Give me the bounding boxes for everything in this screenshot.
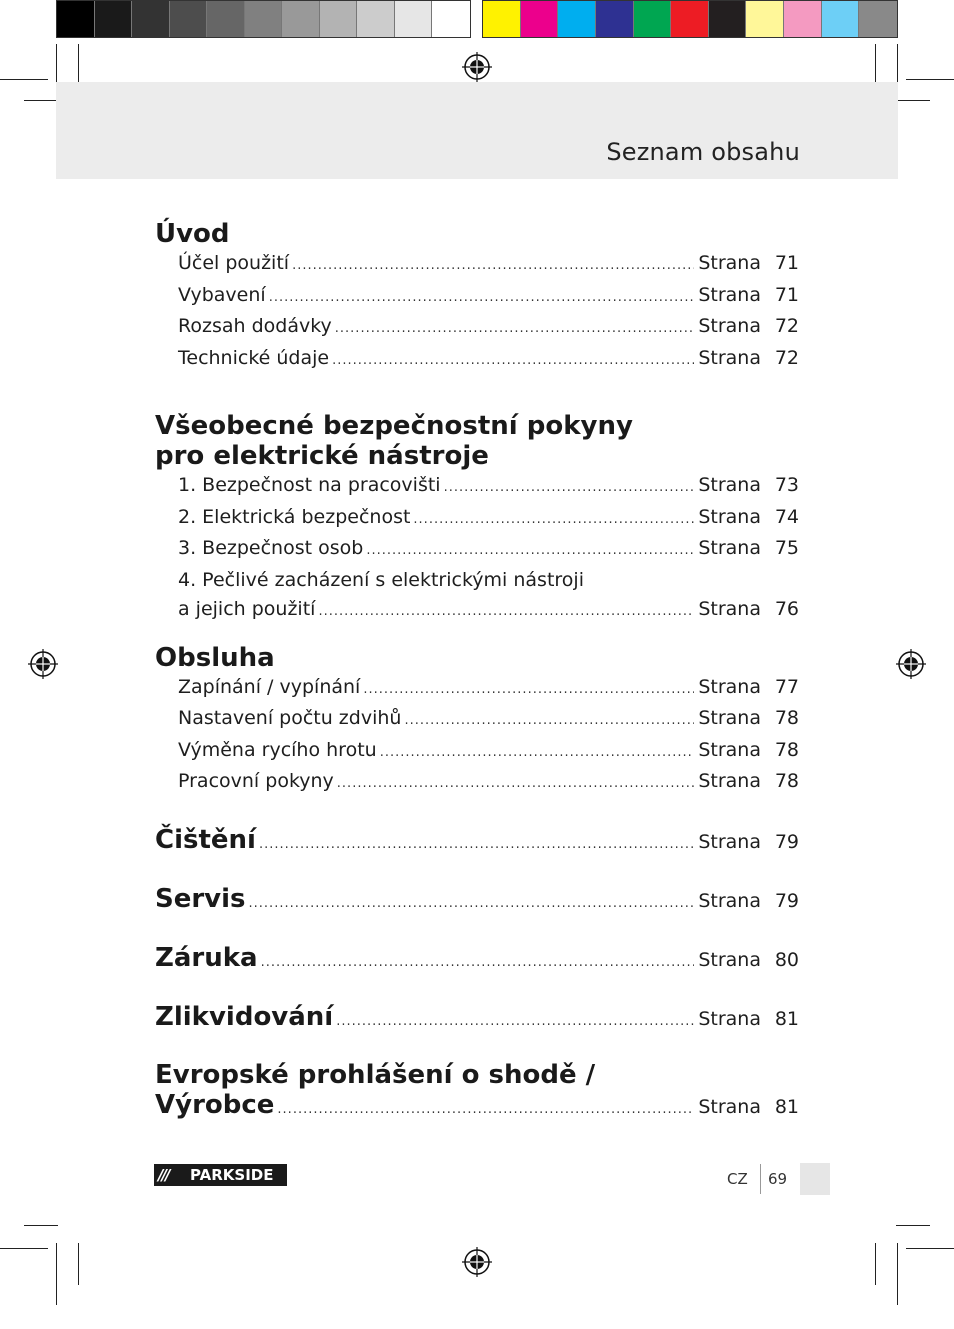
dot-leader: [380, 738, 695, 768]
color-swatch: [357, 1, 395, 37]
toc-entry[interactable]: [178, 534, 799, 566]
section-title-line2: pro elektrické nástroje: [155, 441, 489, 471]
color-swatch: [822, 1, 860, 37]
entry-strana: Strana: [698, 830, 761, 853]
crop-mark: [896, 100, 930, 101]
entry-page-number: 81: [774, 1095, 799, 1118]
entry-page-number: 73: [774, 474, 799, 496]
dot-leader: [269, 283, 695, 313]
dot-leader: [277, 1102, 694, 1117]
entry-strana: Strana: [698, 707, 761, 729]
crop-mark: [897, 44, 898, 86]
entry-strana: Strana: [698, 598, 761, 620]
table-of-contents: [155, 219, 799, 1120]
entry-page-number: 74: [774, 505, 799, 528]
entry-strana: Strana: [698, 346, 761, 369]
logo-text: PARKSIDE: [190, 1166, 274, 1184]
entry-strana: Strana: [698, 283, 761, 306]
dot-leader: [318, 597, 694, 627]
registration-mark-icon: [28, 649, 58, 679]
section-title: Úvod: [155, 219, 230, 249]
dot-leader: [292, 251, 694, 281]
toc-entry[interactable]: [178, 503, 799, 535]
entry-page-number: 80: [774, 948, 799, 971]
section-prohlaseni: [155, 1060, 799, 1120]
crop-mark: [24, 100, 58, 101]
entry-page-number: 76: [774, 598, 799, 620]
entry-page-number: 78: [774, 770, 799, 792]
color-swatch: [170, 1, 208, 37]
crop-mark: [906, 1248, 954, 1249]
color-swatch: [709, 1, 747, 37]
toc-entry[interactable]: [178, 344, 799, 376]
color-swatch: [859, 1, 897, 37]
entry-strana: Strana: [698, 770, 761, 792]
entry-label: Výměna rycího hrotu: [178, 738, 377, 761]
entry-label: Vybavení: [178, 283, 266, 306]
entry-strana: Strana: [698, 1007, 761, 1030]
dot-leader: [335, 314, 695, 344]
color-swatch: [634, 1, 672, 37]
toc-entry[interactable]: [178, 595, 799, 627]
entry-page-number: 72: [774, 346, 799, 369]
entry-page-number: 75: [774, 537, 799, 559]
entry-label: a jejich použití: [178, 598, 316, 620]
color-swatch: [132, 1, 170, 37]
dot-leader: [413, 505, 694, 535]
entry-page-number: 81: [774, 1007, 799, 1030]
color-swatch: [282, 1, 320, 37]
crop-mark: [78, 44, 79, 86]
entry-label: 3. Bezpečnost osob: [178, 537, 364, 559]
color-swatch: [432, 1, 470, 37]
dot-leader: [249, 896, 695, 911]
crop-mark: [56, 44, 57, 86]
crop-mark: [24, 1225, 58, 1226]
crop-mark: [875, 1243, 876, 1285]
dot-leader: [337, 769, 695, 799]
entry-label: Zapínání / vypínání: [178, 675, 361, 698]
crop-mark: [875, 44, 876, 86]
dot-leader: [259, 837, 694, 852]
toc-entry-prohlaseni[interactable]: [155, 1090, 799, 1120]
crop-mark: [0, 79, 48, 80]
entry-strana: Strana: [698, 675, 761, 698]
section-entries: [178, 249, 799, 375]
dot-leader: [404, 706, 694, 736]
crop-mark: [78, 1243, 79, 1285]
entry-page-number: 79: [774, 830, 799, 853]
entry-strana: Strana: [698, 1095, 761, 1118]
entry-page-number: 72: [774, 315, 799, 337]
toc-entry[interactable]: [178, 704, 799, 736]
toc-entry[interactable]: [178, 673, 799, 705]
toc-entry-zaruka[interactable]: [155, 943, 799, 973]
toc-entry[interactable]: [178, 471, 799, 503]
logo-slashes: ///: [158, 1166, 169, 1184]
color-swatch: [671, 1, 709, 37]
section-title-line1: Všeobecné bezpečnostní pokyny: [155, 411, 633, 441]
footer-tab: [800, 1163, 830, 1195]
toc-entry-zlikvidovani[interactable]: [155, 1002, 799, 1032]
color-swatch: [746, 1, 784, 37]
section-title-line1: Evropské prohlášení o shodě /: [155, 1059, 596, 1090]
entry-label-line1[interactable]: 4. Pečlivé zacházení s elektrickými nástroji: [178, 568, 584, 591]
crop-mark: [897, 1243, 898, 1305]
registration-mark-icon: [896, 649, 926, 679]
entry-label: Účel použití: [178, 252, 290, 274]
dot-leader: [363, 675, 694, 705]
entry-label: 2. Elektrická bezpečnost: [178, 505, 411, 528]
color-swatch: [207, 1, 245, 37]
page-title: Seznam obsahu: [606, 138, 800, 166]
entry-strana: Strana: [698, 474, 761, 496]
entry-page-number: 78: [774, 707, 799, 729]
entry-page-number: 71: [774, 252, 799, 274]
entry-page-number: 79: [774, 889, 799, 912]
color-swatch: [784, 1, 822, 37]
registration-mark-icon: [462, 52, 492, 82]
crop-mark: [906, 79, 954, 80]
color-swatch: [245, 1, 283, 37]
section-obsluha: [155, 643, 799, 799]
color-swatch: [558, 1, 596, 37]
entry-strana: Strana: [698, 738, 761, 761]
toc-entry-servis[interactable]: [155, 884, 799, 914]
crop-mark: [896, 1225, 930, 1226]
footer-divider: [760, 1164, 761, 1194]
entry-strana: Strana: [698, 315, 761, 337]
dot-leader: [336, 1014, 694, 1029]
entry-label: Rozsah dodávky: [178, 315, 332, 337]
section-title: Čištění: [155, 824, 256, 855]
dot-leader: [261, 955, 695, 970]
parkside-logo: [154, 1164, 287, 1186]
section-title-line2: Výrobce: [155, 1089, 275, 1120]
entry-strana: Strana: [698, 252, 761, 274]
entry-page-number: 77: [774, 675, 799, 698]
toc-entry[interactable]: [178, 767, 799, 799]
color-swatch: [596, 1, 634, 37]
dot-leader: [332, 346, 694, 376]
section-title: Zlikvidování: [155, 1001, 334, 1032]
color-swatch: [521, 1, 559, 37]
entry-strana: Strana: [698, 948, 761, 971]
color-swatch: [95, 1, 133, 37]
color-swatch: [483, 1, 521, 37]
toc-entry[interactable]: [178, 736, 799, 768]
color-swatch-bar: [482, 0, 898, 38]
grayscale-swatch-bar: [56, 0, 471, 38]
toc-entry[interactable]: [178, 249, 799, 281]
toc-entry-cisteni[interactable]: [155, 825, 799, 855]
toc-entry[interactable]: [178, 312, 799, 344]
crop-mark: [56, 1243, 57, 1305]
toc-entry[interactable]: [178, 281, 799, 313]
section-title: Záruka: [155, 942, 258, 973]
entry-strana: Strana: [698, 537, 761, 559]
color-swatch: [57, 1, 95, 37]
entry-strana: Strana: [698, 889, 761, 912]
section-bezpecnost: [155, 411, 799, 627]
section-entries: [178, 471, 799, 627]
section-uvod: [155, 219, 799, 375]
footer-language: CZ: [727, 1170, 748, 1188]
footer-page-number: 69: [768, 1170, 788, 1188]
entry-strana: Strana: [698, 505, 761, 528]
entry-label: Nastavení počtu zdvihů: [178, 707, 402, 729]
dot-leader: [444, 473, 695, 503]
color-swatch: [320, 1, 358, 37]
color-swatch: [395, 1, 433, 37]
entry-label: 1. Bezpečnost na pracovišti: [178, 474, 441, 496]
entry-label: Pracovní pokyny: [178, 770, 334, 792]
section-entries: [178, 673, 799, 799]
registration-mark-icon: [462, 1247, 492, 1277]
crop-mark: [0, 1248, 48, 1249]
entry-page-number: 78: [774, 738, 799, 761]
section-title: Servis: [155, 883, 246, 914]
entry-label: Technické údaje: [178, 346, 330, 369]
dot-leader: [366, 536, 694, 566]
section-title: Obsluha: [155, 642, 275, 673]
entry-page-number: 71: [774, 283, 799, 306]
